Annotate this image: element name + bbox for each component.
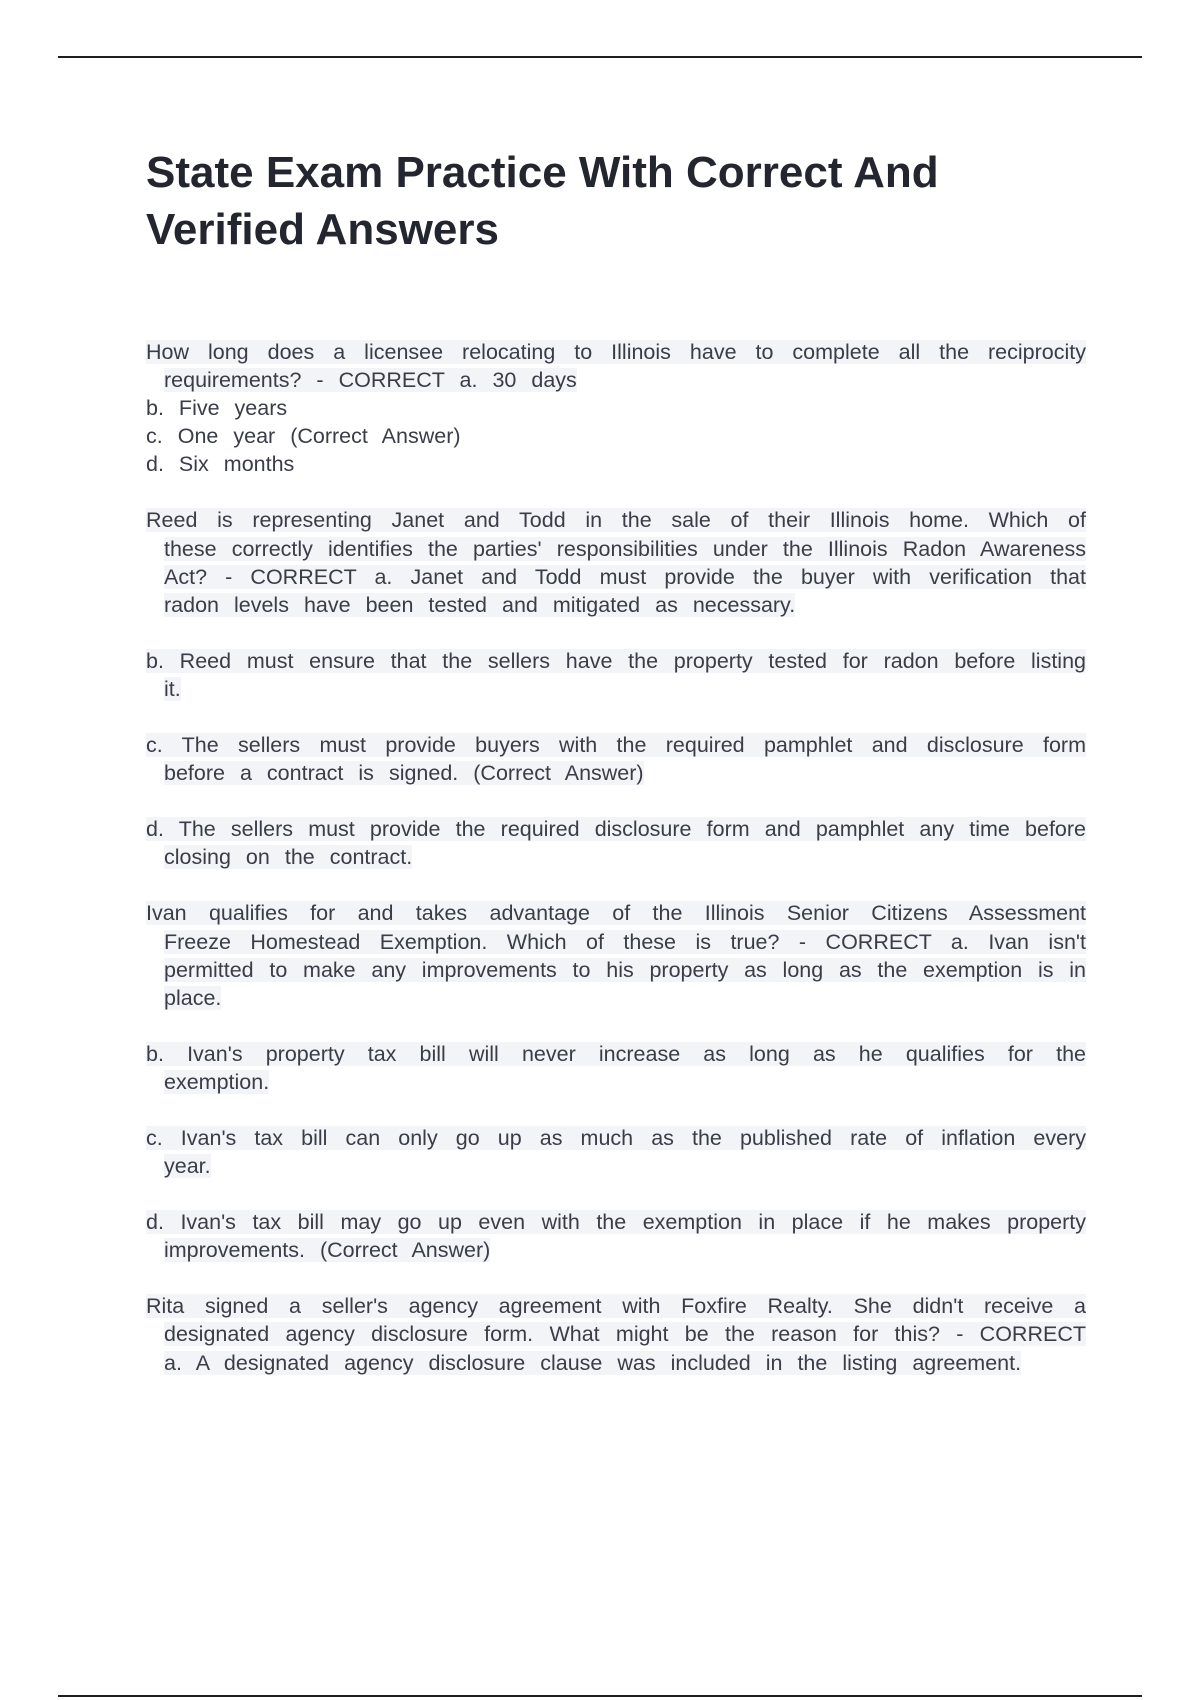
question-4: [146, 1292, 1086, 1376]
question-3-option-d: [146, 1208, 1086, 1264]
question-1: [146, 338, 1086, 394]
question-2-option-b-text: b. Reed must ensure that the sellers have the property tested for radon before listing it.: [146, 648, 1086, 701]
question-1-option-d: d. Six months: [146, 452, 295, 477]
question-1-option-c: c. One year (Correct Answer): [146, 424, 461, 449]
question-2-option-d: [146, 815, 1086, 871]
question-3-option-c-text: c. Ivan's tax bill can only go up as much as the published rate of inflation every year.: [146, 1125, 1086, 1179]
question-1-option-b: b. Five years: [146, 396, 288, 421]
question-1-options: [146, 394, 1086, 478]
question-3-option-b-text: b. Ivan's property tax bill will never increase as long as he qualifies for the exemption.: [146, 1041, 1086, 1094]
bottom-rule: [58, 1695, 1142, 1697]
question-3: [146, 899, 1086, 1011]
question-2-option-c-text: c. The sellers must provide buyers with the required pamphlet and disclosure form before a contract is signed. (Correct Answer): [146, 733, 1086, 786]
question-3-text: Ivan qualifies for and takes advantage of the Illinois Senior Citizens Assessment Freeze Homestead Exemption. Which of these is true? - CORRECT a. Ivan isn't permitted to make any improvements to his property as long as the exemption is in place.: [146, 901, 1086, 1010]
question-2: [146, 506, 1086, 618]
question-3-option-b: [146, 1040, 1086, 1096]
question-2-option-d-text: d. The sellers must provide the required disclosure form and pamphlet any time before closing on the contract.: [146, 817, 1086, 870]
question-4-text: Rita signed a seller's agency agreement with Foxfire Realty. She didn't receive a designated agency disclosure form. What might be the reason for this? - CORRECT a. A designated agency disclosure clause was included in the listing agreement.: [146, 1294, 1086, 1375]
document-title: State Exam Practice With Correct And Verified Answers: [146, 148, 939, 254]
question-2-option-b: [146, 647, 1086, 703]
document-body: [146, 338, 1086, 1405]
question-1-text: How long does a licensee relocating to Illinois have to complete all the reciprocity requirements? - CORRECT a. 30 days: [146, 340, 1086, 393]
question-2-option-c: [146, 731, 1086, 787]
top-rule: [58, 56, 1142, 58]
question-3-option-c: [146, 1124, 1086, 1180]
question-2-text: Reed is representing Janet and Todd in the sale of their Illinois home. Which of these correctly identifies the parties' responsibilities under the Illinois Radon Awareness Act? - CORRECT a. Janet and Todd must provide the buyer with verification that radon levels have been tested and mitigated as necessary.: [146, 508, 1086, 617]
question-3-option-d-text: d. Ivan's tax bill may go up even with the exemption in place if he makes property improvements. (Correct Answer): [146, 1210, 1086, 1263]
